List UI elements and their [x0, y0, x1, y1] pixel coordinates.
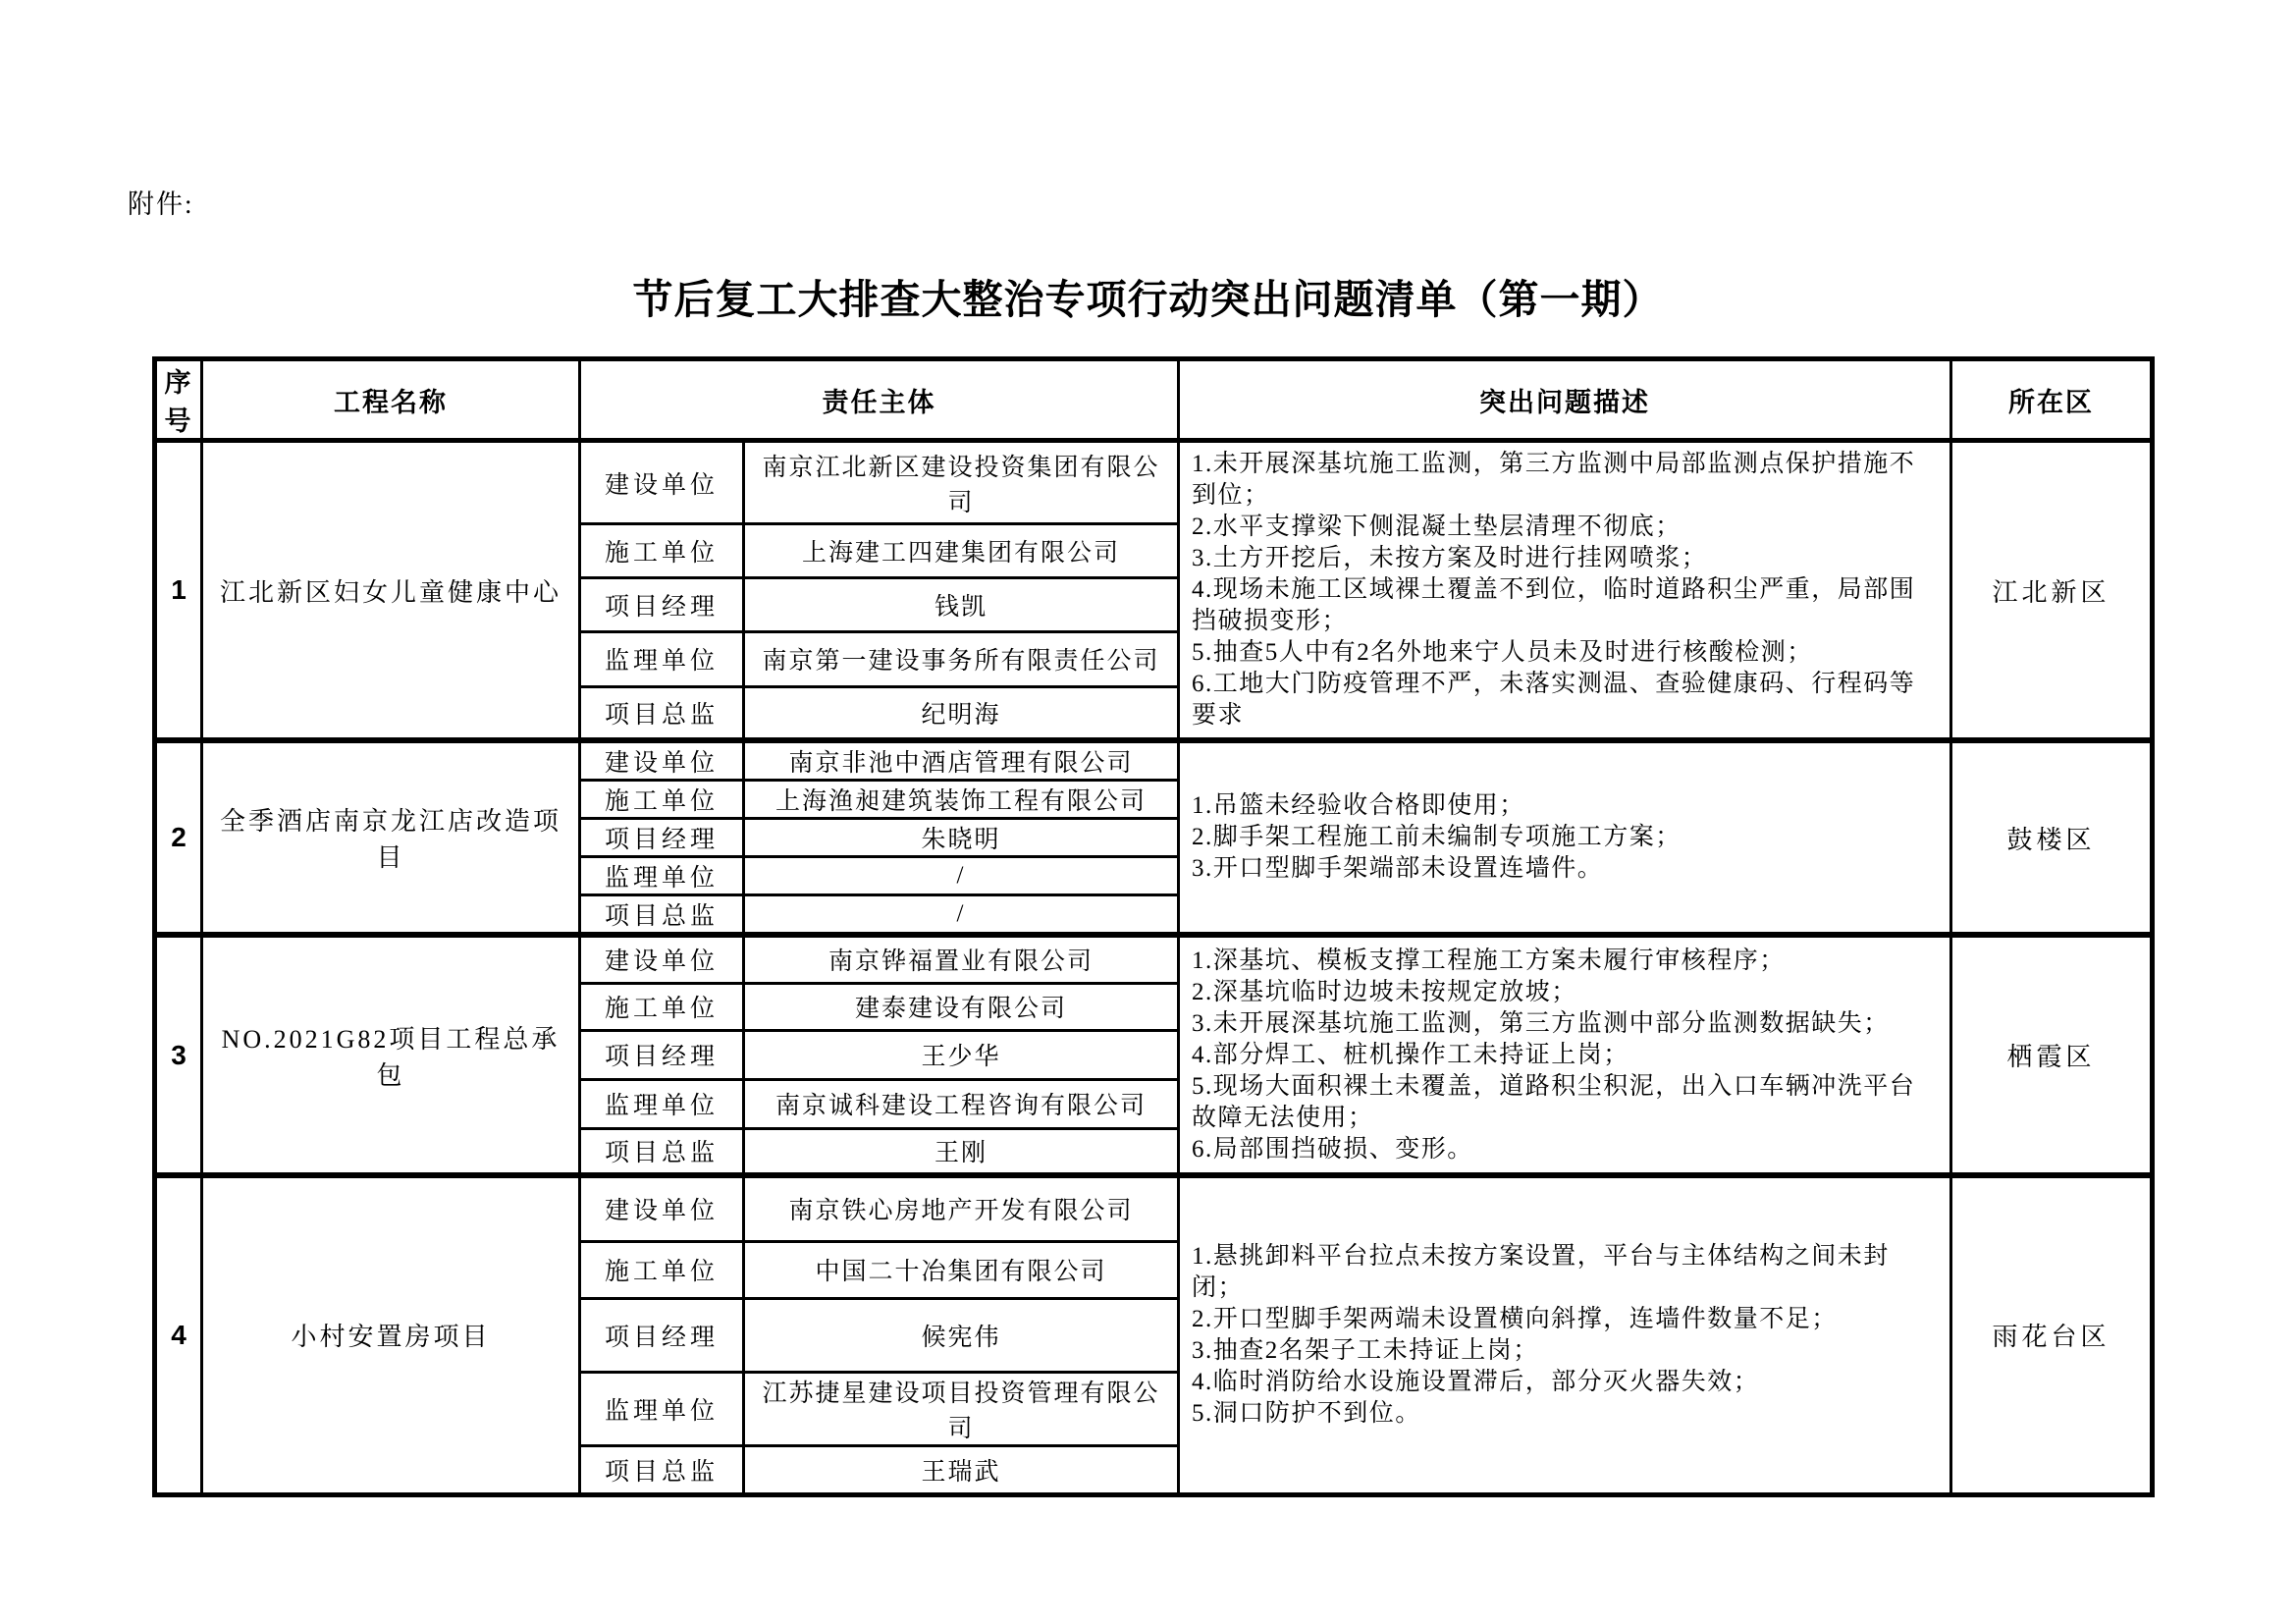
project-name: 小村安置房项目: [202, 1175, 580, 1494]
attachment-label: 附件:: [128, 189, 194, 219]
entity-label-builder: 施工单位: [580, 983, 744, 1030]
project-name: 全季酒店南京龙江店改造项目: [202, 740, 580, 935]
entity-label-project-manager: 项目经理: [580, 819, 744, 857]
entity-value-project-manager: 王少华: [744, 1030, 1179, 1079]
entity-value-project-manager: 钱凯: [744, 577, 1179, 631]
header-problem-description: 突出问题描述: [1179, 359, 1951, 441]
entity-value-supervision-unit: 南京诚科建设工程咨询有限公司: [744, 1079, 1179, 1128]
problem-item: 2.深基坑临时边坡未按规定放坡；: [1192, 978, 1577, 1005]
entity-label-project-manager: 项目经理: [580, 1030, 744, 1079]
entity-label-chief-supervisor: 项目总监: [580, 1445, 744, 1494]
entity-label-construction-unit: 建设单位: [580, 740, 744, 781]
row-number: 3: [155, 935, 202, 1175]
problems-cell: [1179, 1175, 1951, 1494]
table-row: [155, 1175, 2153, 1241]
problem-item: 1.深基坑、模板支撑工程施工方案未履行审核程序；: [1192, 947, 1786, 974]
entity-value-builder: 建泰建设有限公司: [744, 983, 1179, 1030]
entity-value-construction-unit: 南京铧福置业有限公司: [744, 935, 1179, 983]
problem-item: 2.脚手架工程施工前未编制专项施工方案；: [1192, 824, 1682, 850]
entity-label-supervision-unit: 监理单位: [580, 857, 744, 895]
problem-item: 1.悬挑卸料平台拉点未按方案设置，平台与主体结构之间未封闭；: [1192, 1242, 1890, 1301]
entity-label-chief-supervisor: 项目总监: [580, 1128, 744, 1175]
problem-item: 1.吊篮未经验收合格即使用；: [1192, 792, 1525, 819]
entity-value-chief-supervisor: 王瑞武: [744, 1445, 1179, 1494]
entity-label-construction-unit: 建设单位: [580, 1175, 744, 1241]
project-name: 江北新区妇女儿童健康中心: [202, 441, 580, 741]
header-district: 所在区: [1951, 359, 2153, 441]
district-cell: 雨花台区: [1951, 1175, 2153, 1494]
entity-label-construction-unit: 建设单位: [580, 935, 744, 983]
problem-item: 1.未开展深基坑施工监测，第三方监测中局部监测点保护措施不到位；: [1192, 451, 1916, 509]
entity-label-builder: 施工单位: [580, 524, 744, 578]
problem-item: 3.开口型脚手架端部未设置连墙件。: [1192, 855, 1604, 882]
problem-item: 3.土方开挖后，未按方案及时进行挂网喷浆；: [1192, 545, 1708, 571]
problem-item: 2.水平支撑梁下侧混凝土垫层清理不彻底；: [1192, 514, 1682, 540]
entity-value-construction-unit: 南京江北新区建设投资集团有限公司: [744, 441, 1179, 524]
district-cell: 鼓楼区: [1951, 740, 2153, 935]
entity-value-builder: 上海渔昶建筑装饰工程有限公司: [744, 781, 1179, 819]
entity-value-chief-supervisor: 王刚: [744, 1128, 1179, 1175]
entity-value-supervision-unit: 江苏捷星建设项目投资管理有限公司: [744, 1372, 1179, 1445]
row-number: 1: [155, 441, 202, 741]
table-row: [155, 935, 2153, 983]
entity-label-builder: 施工单位: [580, 1241, 744, 1298]
entity-value-project-manager: 候宪伟: [744, 1298, 1179, 1372]
table-row: [155, 740, 2153, 781]
entity-label-supervision-unit: 监理单位: [580, 1079, 744, 1128]
entity-value-construction-unit: 南京铁心房地产开发有限公司: [744, 1175, 1179, 1241]
district-cell: 栖霞区: [1951, 935, 2153, 1175]
entity-label-supervision-unit: 监理单位: [580, 631, 744, 686]
problem-item: 5.现场大面积裸土未覆盖，道路积尘积泥，出入口车辆冲洗平台故障无法使用；: [1192, 1072, 1916, 1131]
district-cell: 江北新区: [1951, 441, 2153, 741]
problem-item: 6.局部围挡破损、变形。: [1192, 1135, 1473, 1163]
page-title: 节后复工大排查大整治专项行动突出问题清单（第一期）: [632, 277, 1664, 322]
entity-label-builder: 施工单位: [580, 781, 744, 819]
entity-label-supervision-unit: 监理单位: [580, 1372, 744, 1445]
project-name: NO.2021G82项目工程总承包: [202, 935, 580, 1175]
problems-cell: [1179, 441, 1951, 741]
problem-item: 3.未开展深基坑施工监测，第三方监测中部分监测数据缺失；: [1192, 1009, 1890, 1037]
header-responsible-entity: 责任主体: [580, 359, 1179, 441]
table-header-row: [155, 359, 2153, 441]
entity-value-builder: 中国二十冶集团有限公司: [744, 1241, 1179, 1298]
entity-value-construction-unit: 南京非池中酒店管理有限公司: [744, 740, 1179, 781]
problem-item: 4.部分焊工、桩机操作工未持证上岗；: [1192, 1041, 1629, 1068]
problems-cell: [1179, 740, 1951, 935]
row-number: 4: [155, 1175, 202, 1494]
header-project-name: 工程名称: [202, 359, 580, 441]
problem-item: 6.工地大门防疫管理不严，未落实测温、查验健康码、行程码等要求: [1192, 671, 1916, 729]
problem-item: 4.现场未施工区域裸土覆盖不到位，临时道路积尘严重，局部围挡破损变形；: [1192, 576, 1916, 634]
row-number: 2: [155, 740, 202, 935]
problems-cell: [1179, 935, 1951, 1175]
problem-item: 4.临时消防给水设施设置滞后，部分灭火器失效；: [1192, 1368, 1760, 1395]
problem-item: 5.抽查5人中有2名外地来宁人员未及时进行核酸检测；: [1192, 639, 1813, 666]
table-row: [155, 441, 2153, 524]
entity-value-chief-supervisor: 纪明海: [744, 686, 1179, 740]
problems-table: [152, 356, 2155, 1497]
entity-label-chief-supervisor: 项目总监: [580, 895, 744, 936]
entity-value-supervision-unit: 南京第一建设事务所有限责任公司: [744, 631, 1179, 686]
entity-label-chief-supervisor: 项目总监: [580, 686, 744, 740]
problem-item: 5.洞口防护不到位。: [1192, 1399, 1421, 1427]
entity-value-project-manager: 朱晓明: [744, 819, 1179, 857]
entity-label-project-manager: 项目经理: [580, 577, 744, 631]
entity-label-construction-unit: 建设单位: [580, 441, 744, 524]
entity-label-project-manager: 项目经理: [580, 1298, 744, 1372]
entity-value-chief-supervisor: /: [744, 895, 1179, 936]
entity-value-builder: 上海建工四建集团有限公司: [744, 524, 1179, 578]
problem-item: 3.抽查2名架子工未持证上岗；: [1192, 1336, 1539, 1364]
problem-item: 2.开口型脚手架两端未设置横向斜撑，连墙件数量不足；: [1192, 1305, 1838, 1332]
header-no: 序号: [155, 359, 202, 441]
entity-value-supervision-unit: /: [744, 857, 1179, 895]
